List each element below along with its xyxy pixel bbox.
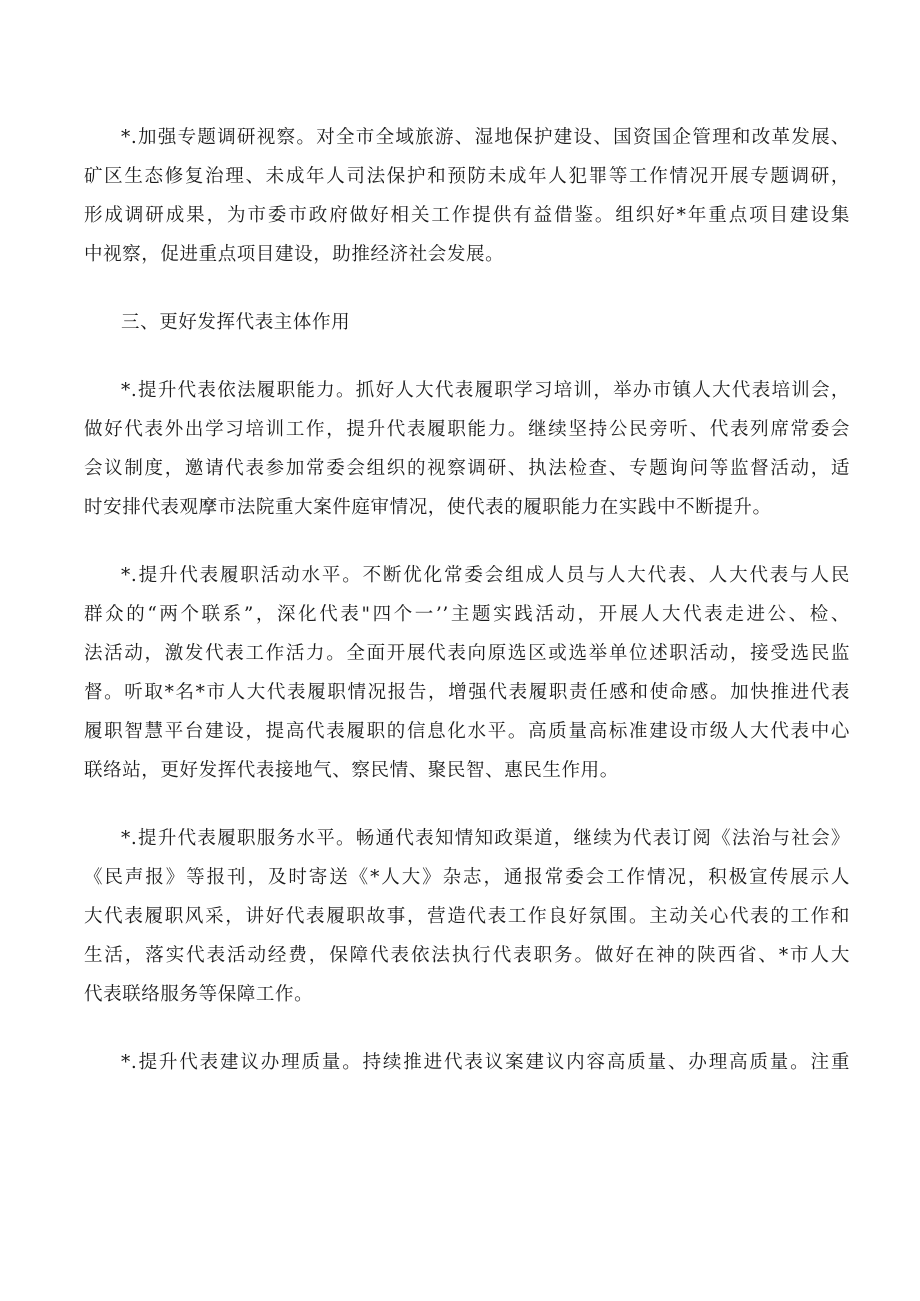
paragraph-service-level <box>84 819 850 1014</box>
document-page <box>84 118 850 1111</box>
paragraph-line: 大代表履职风采，讲好代表履职故事，营造代表工作良好氛围。主动关心代表的工作和 <box>84 906 850 927</box>
paragraph-line: 代表联络服务等保障工作。 <box>84 984 314 1005</box>
paragraph-line: *.提升代表履职活动水平。不断优化常委会组成人员与人大代表、人大代表与人民 <box>121 565 850 586</box>
paragraph-line: *.提升代表建议办理质量。持续推进代表议案建议内容高质量、办理高质量。注重 <box>121 1052 850 1073</box>
section-heading: 三、更好发挥代表主体作用 <box>121 312 351 333</box>
paragraph-line: 矿区生态修复治理、未成年人司法保护和预防未成年人犯罪等工作情况开展专题调研， <box>84 166 850 187</box>
paragraph-line: 群众的“两个联系”，深化代表"四个一’’主题实践活动，开展人大代表走进公、检、 <box>84 604 850 625</box>
paragraph-line: 会议制度，邀请代表参加常委会组织的视察调研、执法检查、专题询问等监督活动，适 <box>84 458 850 479</box>
paragraph-line: *.提升代表履职服务水平。畅通代表知情知政渠道，继续为代表订阅《法治与社会》 <box>121 828 850 849</box>
paragraph-line: 中视察，促进重点项目建设，助推经济社会发展。 <box>84 244 505 265</box>
paragraph-line: 履职智慧平台建设，提高代表履职的信息化水平。高质量高标准建设市级人大代表中心 <box>84 721 850 742</box>
paragraph-line: 《民声报》等报刊，及时寄送《*人大》杂志，通报常委会工作情况，积极宣传展示人 <box>84 867 850 888</box>
paragraph-line: 形成调研成果，为市委市政府做好相关工作提供有益借鉴。组织好*年重点项目建设集 <box>84 205 850 226</box>
paragraph-line: 生活，落实代表活动经费，保障代表依法执行代表职务。做好在神的陕西省、*市人大 <box>84 945 850 966</box>
paragraph-line: 法活动，激发代表工作活力。全面开展代表向原选区或选举单位述职活动，接受选民监 <box>84 643 850 664</box>
paragraph-line: 做好代表外出学习培训工作，提升代表履职能力。继续坚持公民旁听、代表列席常委会 <box>84 419 850 440</box>
paragraph-research-inspection <box>84 118 850 274</box>
paragraph-capability <box>84 371 850 527</box>
paragraph-activity-level <box>84 556 850 790</box>
paragraph-proposal-quality <box>84 1043 850 1082</box>
paragraph-line: *.提升代表依法履职能力。抓好人大代表履职学习培训，举办市镇人大代表培训会， <box>121 380 850 401</box>
paragraph-line: 督。听取*名*市人大代表履职情况报告，增强代表履职责任感和使命感。加快推进代表 <box>84 682 850 703</box>
paragraph-line: 联络站，更好发挥代表接地气、察民情、聚民智、惠民生作用。 <box>84 760 619 781</box>
paragraph-line: *.加强专题调研视察。对全市全域旅游、湿地保护建设、国资国企管理和改革发展、 <box>121 127 850 148</box>
paragraph-line: 时安排代表观摩市法院重大案件庭审情况，使代表的履职能力在实践中不断提升。 <box>84 497 772 518</box>
